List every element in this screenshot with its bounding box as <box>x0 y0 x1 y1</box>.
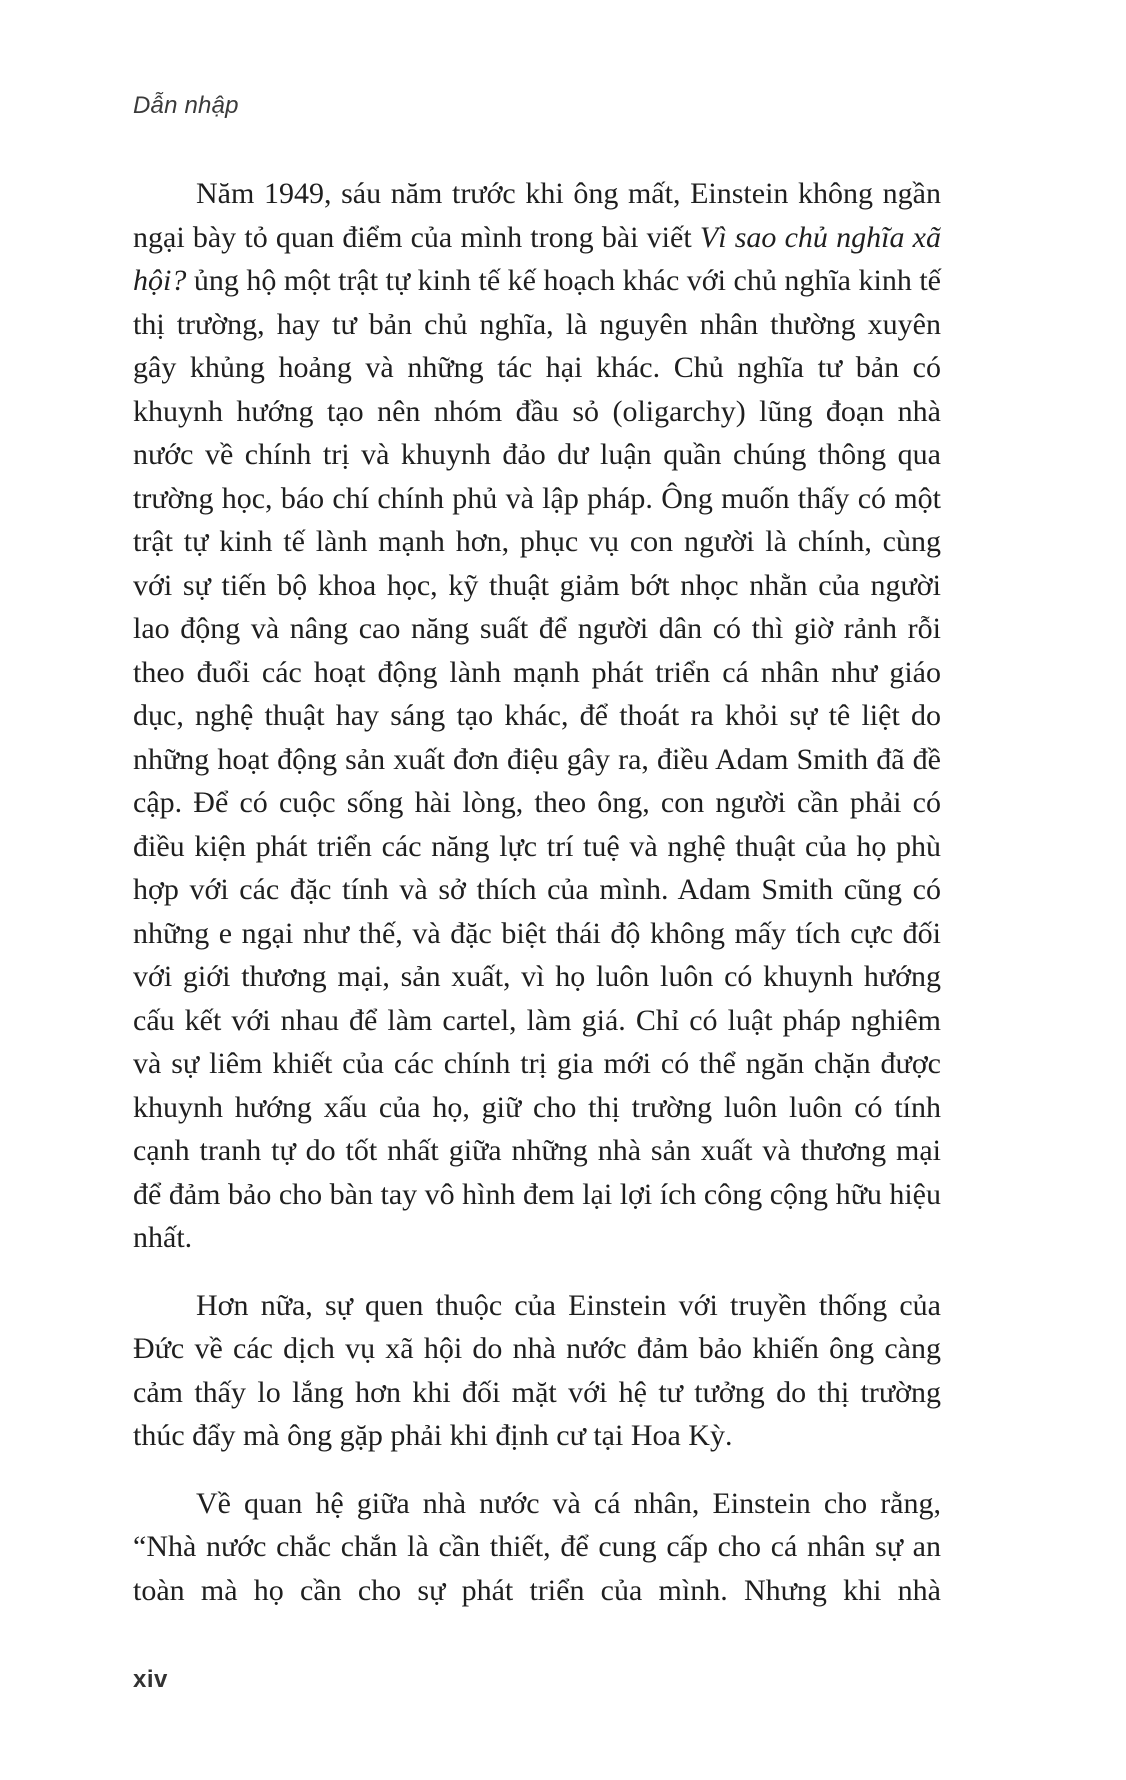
paragraph-1-text-end: ủng hộ một trật tự kinh tế kế hoạch khác với chủ nghĩa kinh tế thị trường, hay tư bản chủ nghĩa, là nguyên nhân thường xuyên gây khủng hoảng và những tác hại khác. Chủ nghĩa tư bản có khuynh hướng tạo nên nhóm đầu sỏ (oligarchy) lũng đoạn nhà nước về chính trị và khuynh đảo dư luận quần chúng thông qua trường học, báo chí chính phủ và lập pháp. Ông muốn thấy có một trật tự kinh tế lành mạnh hơn, phục vụ con người là chính, cùng với sự tiến bộ khoa học, kỹ thuật giảm bớt nhọc nhằn của người lao động và nâng cao năng suất để người dân có thì giờ rảnh rỗi theo đuổi các hoạt động lành mạnh phát triển cá nhân như giáo dục, nghệ thuật hay sáng tạo khác, để thoát ra khỏi sự tê liệt do những hoạt động sản xuất đơn điệu gây ra, điều Adam Smith đã đề cập. Để có cuộc sống hài lòng, theo ông, con người cần phải có điều kiện phát triển các năng lực trí tuệ và nghệ thuật của họ phù hợp với các đặc tính và sở thích của mình. Adam Smith cũng có những e ngại như thế, và đặc biệt thái độ không mấy tích cực đối với giới thương mại, sản xuất, vì họ luôn luôn có khuynh hướng cấu kết với nhau để làm cartel, làm giá. Chỉ có luật pháp nghiêm và sự liêm khiết của các chính trị gia mới có thể ngăn chặn được khuynh hướng xấu của họ, giữ cho thị trường luôn luôn có tính cạnh tranh tự do tốt nhất giữa những nhà sản xuất và thương mại để đảm bảo cho bàn tay vô hình đem lại lợi ích công cộng hữu hiệu nhất. <box>133 264 941 1254</box>
paragraph-einstein-socialism <box>133 172 941 1260</box>
section-header: Dẫn nhập <box>133 92 239 119</box>
article-title: Vì sao chủ nghĩa xã hội? <box>133 220 941 297</box>
paragraph-state-individual: Về quan hệ giữa nhà nước và cá nhân, Einstein cho rằng, “Nhà nước chắc chắn là cần thiết, để cung cấp cho cá nhân sự an toàn mà họ cần cho sự phát triển của mình. Nhưng khi nhà <box>133 1486 941 1607</box>
paragraph-1-text-start: Năm 1949, sáu năm trước khi ông mất, Einstein không ngần ngại bày tỏ quan điểm của mình trong bài viết <box>133 177 941 254</box>
page-body <box>133 172 941 1636</box>
paragraph-german-tradition: Hơn nữa, sự quen thuộc của Einstein với truyền thống của Đức về các dịch vụ xã hội do nhà nước đảm bảo khiến ông càng cảm thấy lo lắng hơn khi đối mặt với hệ tư tưởng do thị trường thúc đẩy mà ông gặp phải khi định cư tại Hoa Kỳ. <box>133 1288 941 1452</box>
page-number: xiv <box>133 1666 168 1693</box>
